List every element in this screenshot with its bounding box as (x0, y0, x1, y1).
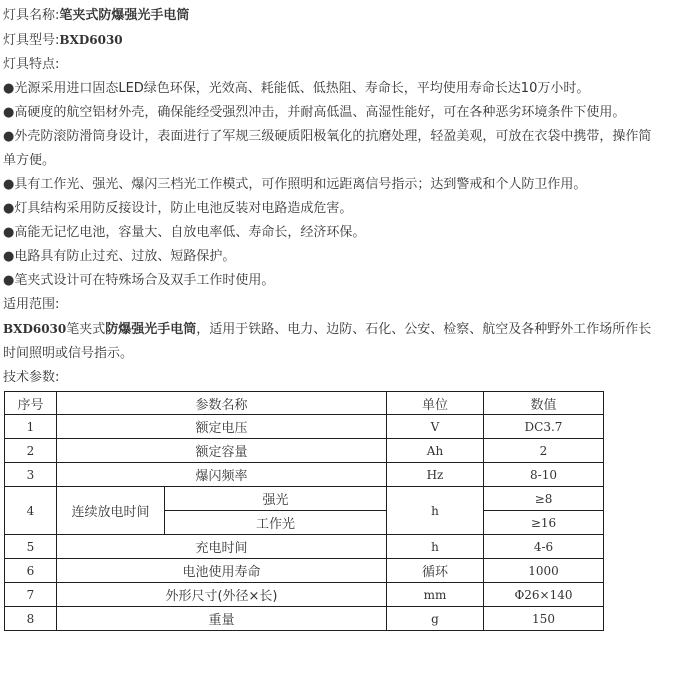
param-unit: Ah (387, 439, 484, 463)
table-row (5, 487, 604, 511)
feature-item: ● 外壳防滚防滑筒身设计，表面进行了军规三级硬质阳极氧化的抗磨处理，轻盈美观，可放在衣袋中携带，操作简单方便。 (3, 125, 663, 173)
row-number: 5 (5, 535, 57, 559)
param-unit: mm (387, 583, 484, 607)
feature-item: ● 灯具结构采用防反接设计，防止电池反装对电路造成危害。 (3, 197, 692, 221)
row-number: 2 (5, 439, 57, 463)
scope-type: 笔夹式 (66, 322, 106, 337)
table-row (5, 463, 604, 487)
param-unit: h (387, 487, 484, 535)
scope-rest: ，适用于铁路、电力、边防、石化、公安、检察、航空及各种野外工作场所作长时间照明或信号指示。 (3, 322, 652, 361)
lamp-model-label: 灯具型号: (3, 33, 60, 48)
param-value: 2 (484, 439, 604, 463)
row-number: 1 (5, 415, 57, 439)
param-name: 重量 (57, 607, 387, 631)
table-row (5, 415, 604, 439)
param-value: 1000 (484, 559, 604, 583)
param-unit: 循环 (387, 559, 484, 583)
table-row (5, 535, 604, 559)
lamp-name-value: 笔夹式防爆强光手电筒 (59, 8, 190, 23)
row-number: 7 (5, 583, 57, 607)
param-name: 电池使用寿命 (57, 559, 387, 583)
params-label: 技术参数: (3, 370, 60, 385)
param-name: 额定电压 (57, 415, 387, 439)
scope-product-name: 防爆强光手电筒 (105, 322, 197, 337)
param-unit: Hz (387, 463, 484, 487)
param-value: 8-10 (484, 463, 604, 487)
header-cell: 序号 (5, 392, 57, 415)
header-cell: 数值 (484, 392, 604, 415)
param-unit: V (387, 415, 484, 439)
param-name: 充电时间 (57, 535, 387, 559)
row-number: 4 (5, 487, 57, 535)
param-value: DC3.7 (484, 415, 604, 439)
feature-item: ● 具有工作光、强光、爆闪三档光工作模式，可作照明和远距离信号指示；达到警戒和个人防卫作用。 (3, 173, 692, 197)
scope-text (3, 317, 663, 366)
feature-item: ● 笔夹式设计可在特殊场合及双手工作时使用。 (3, 269, 692, 293)
table-row (5, 607, 604, 631)
scope-label: 适用范围: (3, 297, 60, 312)
param-subname: 工作光 (165, 511, 387, 535)
lamp-name-label: 灯具名称: (3, 8, 60, 23)
row-number: 3 (5, 463, 57, 487)
lamp-model-value: BXD6030 (59, 33, 123, 47)
table-header-row (5, 392, 604, 415)
table-row (5, 583, 604, 607)
features-label: 灯具特点: (3, 57, 60, 72)
lamp-model-line (3, 28, 692, 53)
feature-item: ● 电路具有防止过充、过放、短路保护。 (3, 245, 692, 269)
param-value: ≥16 (484, 511, 604, 535)
feature-item: ● 高能无记忆电池，容量大、自放电率低、寿命长，经济环保。 (3, 221, 692, 245)
param-name: 额定容量 (57, 439, 387, 463)
table-row (5, 559, 604, 583)
header-cell: 单位 (387, 392, 484, 415)
param-value: Φ26×140 (484, 583, 604, 607)
param-name: 爆闪频率 (57, 463, 387, 487)
spec-table (4, 391, 604, 631)
row-number: 8 (5, 607, 57, 631)
lamp-name-line (3, 4, 692, 28)
param-unit: h (387, 535, 484, 559)
param-value: 4-6 (484, 535, 604, 559)
param-name: 外形尺寸(外径×长) (57, 583, 387, 607)
param-value: ≥8 (484, 487, 604, 511)
header-cell: 参数名称 (57, 392, 387, 415)
param-unit: g (387, 607, 484, 631)
param-subname: 强光 (165, 487, 387, 511)
feature-item: ● 高硬度的航空铝材外壳，确保能经受强烈冲击，并耐高低温、高湿性能好，可在各种恶劣环境条件下使用。 (3, 101, 692, 125)
row-number: 6 (5, 559, 57, 583)
scope-model: BXD6030 (3, 322, 67, 336)
table-row (5, 439, 604, 463)
param-name: 连续放电时间 (57, 487, 165, 535)
param-value: 150 (484, 607, 604, 631)
feature-item: ● 光源采用进口固态LED绿色环保，光效高、耗能低、低热阻、寿命长，平均使用寿命长达10万小时。 (3, 77, 692, 101)
